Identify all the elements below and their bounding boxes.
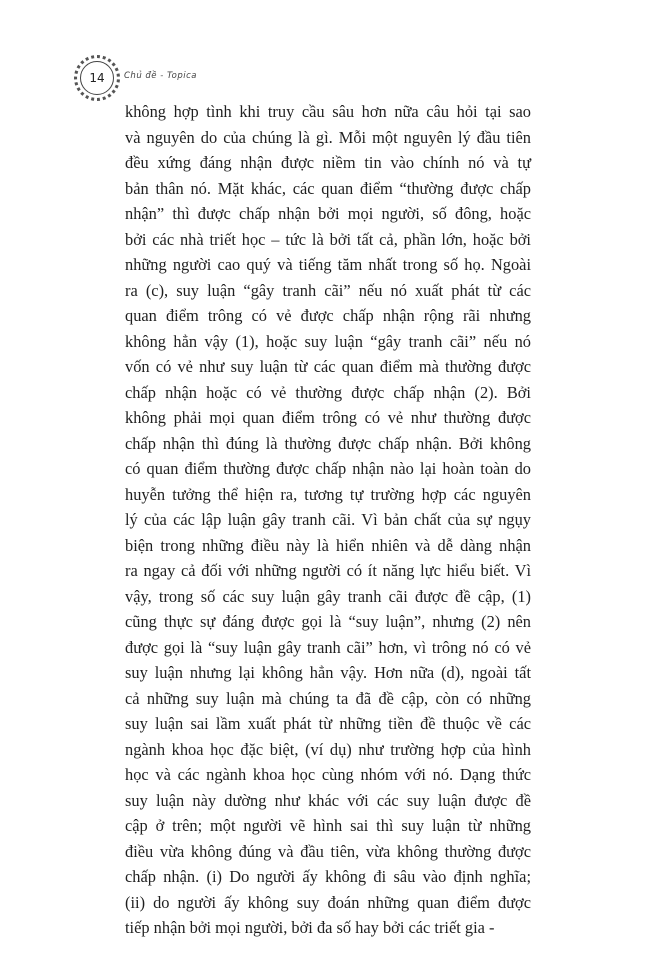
text-line: vậy, trong số các suy luận gây tranh cãi được đề cập, (1) (125, 586, 531, 606)
text-line: đều xứng đáng nhận được niềm tin vào chính nó và tự (125, 153, 531, 172)
text-line: quan điểm trông có vẻ được chấp nhận rộng rãi nhưng (125, 306, 531, 325)
text-line: suy luận nhưng lại không hẳn vậy. Hơn nữa (d), ngoài tất (125, 663, 531, 682)
text-line: cập ở trên; một người vẽ hình sai thì suy luận từ những (125, 816, 531, 835)
text-line: chấp nhận thì đúng là thường được chấp nhận. Bởi không (125, 433, 531, 453)
running-title: Chủ đề - Topica (124, 71, 197, 81)
text-line: bởi các nhà triết học – tức là bởi tất cả, phần lớn, hoặc bởi (125, 229, 531, 249)
body-text (125, 99, 531, 941)
text-line: ra (c), suy luận “gây tranh cãi” nếu nó xuất phát từ các (125, 280, 531, 300)
text-line: không hẳn vậy (1), hoặc suy luận “gây tranh cãi” nếu nó (125, 331, 531, 351)
text-line: cũng thực sự đáng được gọi là “suy luận”, nhưng (2) nên (125, 612, 531, 631)
text-line: nhận” thì được chấp nhận bởi mọi người, số đông, hoặc (125, 204, 531, 223)
text-line: được gọi là “suy luận gây tranh cãi” hơn, vì trông nó có vẻ (125, 637, 531, 657)
text-line: không hợp tình khi truy cầu sâu hơn nữa câu hỏi tại sao (125, 102, 531, 121)
text-line: huyễn tưởng thể hiện ra, tương tự trường hợp các nguyên (125, 484, 531, 504)
text-line: lý của các lập luận gây tranh cãi. Vì bản chất của sự ngụy (125, 510, 531, 529)
text-line: suy luận sai lầm xuất phát từ những tiền đề thuộc về các (125, 714, 531, 733)
text-line: bản thân nó. Mặt khác, các quan điểm “thường được chấp (125, 178, 531, 198)
text-line: ngành khoa học đặc biệt, (ví dụ) như trường hợp của hình (125, 739, 531, 759)
text-line: tiếp nhận bởi mọi người, bởi đa số hay bởi các triết gia - (125, 918, 495, 937)
text-line: chấp nhận hoặc có vẻ thường được chấp nhận (2). Bởi (125, 382, 531, 402)
text-line: có quan điểm thường được chấp nhận nào lại hoàn toàn do (125, 459, 531, 478)
page-number-badge (74, 55, 120, 101)
text-line: chấp nhận. (i) Do người ấy không đi sâu vào định nghĩa; (125, 867, 531, 886)
text-line: (ii) do người ấy không suy đoán những quan điểm được (125, 892, 531, 912)
text-line: suy luận này dường như khác với các suy luận được đề (125, 790, 531, 810)
page-number: 14 (80, 61, 114, 95)
text-line: và nguyên do của chúng là gì. Mỗi một nguyên lý đầu tiên (125, 127, 531, 147)
text-line: điều vừa không đúng và đầu tiên, vừa không thường được (125, 841, 531, 861)
text-line: học và các ngành khoa học cùng nhóm với nó. Dạng thức (125, 765, 531, 784)
text-line: những người cao quý và tiếng tăm nhất trong số họ. Ngoài (125, 255, 531, 274)
text-line: không phải mọi quan điểm trông có vẻ như thường được (125, 408, 531, 427)
text-line: cả những suy luận mà chúng ta đã đề cập, còn có những (125, 688, 531, 708)
text-line: biện trong những điều này là hiển nhiên và dễ dàng nhận (125, 535, 531, 555)
text-line: vốn có vẻ như suy luận từ các quan điểm mà thường được (125, 357, 531, 376)
text-line: ra ngay cả đối với những người có ít năng lực hiểu biết. Vì (125, 561, 531, 580)
